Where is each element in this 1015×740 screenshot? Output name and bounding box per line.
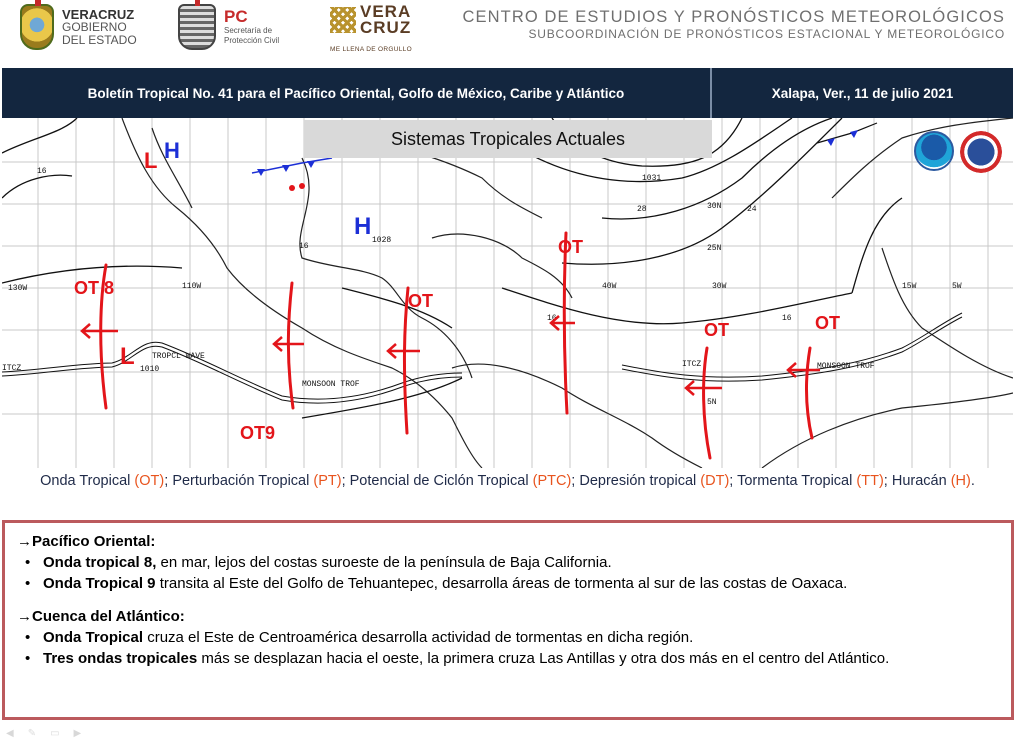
svg-text:1010: 1010: [140, 365, 160, 374]
tropical-wave-label: OT9: [240, 423, 276, 443]
summary-item: [27, 573, 999, 594]
pc-shield-icon: [178, 4, 216, 50]
legend-abbr: H: [955, 473, 967, 489]
svg-text:40W: 40W: [602, 282, 617, 291]
legend-abbr: TT: [861, 473, 879, 489]
svg-text:H: H: [164, 138, 180, 163]
svg-text:TROPCL WAVE: TROPCL WAVE: [152, 352, 205, 361]
legend-name: Potencial de Ciclón Tropical: [349, 473, 529, 489]
svg-text:30W: 30W: [712, 282, 727, 291]
logo-line: DEL ESTADO: [62, 32, 137, 47]
summary-item: [27, 627, 999, 648]
section-heading-atlantic: →Cuenca del Atlántico:: [17, 608, 185, 625]
svg-text:1031: 1031: [642, 174, 662, 183]
svg-text:15W: 15W: [902, 282, 917, 291]
section-heading-pacific: →Pacífico Oriental:: [17, 533, 156, 550]
menu-icon[interactable]: ▭: [50, 728, 60, 739]
tropical-wave-label: OT: [408, 291, 433, 311]
item-text: en mar, lejos del costas suroeste de la península de Baja California.: [156, 554, 612, 571]
summary-box: [2, 520, 1014, 720]
legend-abbr: PT: [318, 473, 337, 489]
knot-pattern-icon: [330, 7, 356, 33]
tropical-wave-label: OT: [704, 320, 729, 340]
svg-text:25N: 25N: [707, 244, 722, 253]
brand-tagline: ME LLENA DE ORGULLO: [330, 46, 412, 53]
pc-abbr: PC: [224, 7, 248, 26]
nws-logo-icon: [960, 131, 1002, 173]
legend-abbr: OT: [139, 473, 160, 489]
svg-text:16: 16: [547, 314, 557, 323]
legend-name: Perturbación Tropical: [172, 473, 310, 489]
svg-text:28: 28: [637, 205, 647, 214]
svg-text:16: 16: [782, 314, 792, 323]
item-text: cruza el Este de Centroamérica desarrolla actividad de tormentas en dicha región.: [143, 629, 694, 646]
logo-line: GOBIERNO: [62, 19, 127, 34]
bulletin-title-bar: [2, 68, 1013, 118]
header: [0, 0, 1015, 66]
item-bold: Onda Tropical 9: [43, 575, 156, 592]
veracruz-government-logo: [20, 4, 137, 50]
legend-item: Tormenta Tropical (TT);: [737, 473, 892, 489]
item-bold: Tres ondas tropicales: [43, 650, 198, 667]
legend-name: Tormenta Tropical: [737, 473, 853, 489]
logo-line: Secretaría de: [224, 26, 273, 35]
svg-text:16: 16: [37, 167, 47, 176]
surface-analysis-map: [2, 118, 1013, 468]
logo-line: Protección Civil: [224, 36, 280, 45]
item-text: más se desplazan hacia el oeste, la primera cruza Las Antillas y otra dos más en el centro del Atlántico.: [197, 650, 890, 667]
back-arrow-icon[interactable]: ◀: [6, 728, 14, 739]
legend-name: Depresión tropical: [579, 473, 697, 489]
map-title: Sistemas Tropicales Actuales: [304, 120, 712, 158]
svg-text:ITCZ: ITCZ: [682, 360, 702, 369]
summary-item: [27, 552, 999, 573]
svg-text:L: L: [144, 148, 158, 173]
svg-text:MONSOON TROF: MONSOON TROF: [302, 380, 360, 389]
noaa-logo-icon: [914, 131, 954, 171]
svg-text:MONSOON TROF: MONSOON TROF: [817, 362, 875, 371]
svg-text:130W: 130W: [8, 284, 28, 293]
bulletin-title: Boletín Tropical No. 41 para el Pacífico Oriental, Golfo de México, Caribe y Atlántico: [87, 85, 625, 101]
legend-abbr: DT: [705, 473, 725, 489]
svg-text:ITCZ: ITCZ: [2, 364, 22, 373]
legend-item: Potencial de Ciclón Tropical (PTC);: [349, 473, 580, 489]
forward-arrow-icon[interactable]: ▶: [73, 728, 82, 739]
agency-subtitle: SUBCOORDINACIÓN DE PRONÓSTICOS ESTACIONAL Y METEOROLÓGICO: [528, 27, 1005, 41]
legend-item: Perturbación Tropical (PT);: [172, 473, 350, 489]
svg-text:30N: 30N: [707, 202, 722, 211]
svg-text:5N: 5N: [707, 398, 717, 407]
legend-item: Onda Tropical (OT);: [40, 473, 173, 489]
coat-of-arms-icon: [20, 4, 54, 50]
summary-item: [27, 648, 999, 669]
svg-text:110W: 110W: [182, 282, 202, 291]
item-bold: Onda tropical 8,: [43, 554, 157, 571]
logo-line: VERA: [360, 2, 412, 21]
proteccion-civil-logo: [178, 4, 279, 50]
item-text: transita al Este del Golfo de Tehuantepec, desarrolla áreas de tormenta al sur de las costas de Oaxaca.: [155, 575, 848, 592]
svg-text:H: H: [354, 213, 372, 240]
legend-name: Huracán: [891, 473, 947, 489]
pen-icon[interactable]: ✎: [27, 728, 37, 739]
tropical-wave-label: OT: [558, 237, 583, 257]
svg-text:16: 16: [299, 242, 309, 251]
slide-controls: [6, 728, 81, 739]
legend-abbr: PTC: [537, 473, 567, 489]
weather-chart-graphic: [2, 118, 1013, 468]
agency-title: CENTRO DE ESTUDIOS Y PRONÓSTICOS METEOROLÓGICOS: [462, 8, 1005, 26]
item-bold: Onda Tropical: [43, 629, 144, 646]
svg-text:24: 24: [747, 205, 757, 214]
tropical-wave-label: OT: [815, 313, 840, 333]
logo-line: CRUZ: [360, 18, 412, 37]
agency-heading: [463, 8, 1006, 41]
legend-name: Onda Tropical: [40, 473, 131, 489]
svg-text:5W: 5W: [952, 282, 962, 291]
logo-line: VERACRUZ: [62, 6, 135, 22]
abbreviation-legend: [0, 472, 1015, 491]
legend-item: Huracán (H).: [891, 473, 975, 489]
place-date: Xalapa, Ver., 11 de julio 2021: [771, 85, 954, 101]
tropical-wave-label: OT 8: [74, 278, 115, 298]
veracruz-brand-logo: [330, 4, 411, 36]
svg-text:1028: 1028: [372, 236, 392, 245]
legend-item: Depresión tropical (DT);: [579, 473, 738, 489]
svg-text:L: L: [120, 343, 135, 370]
